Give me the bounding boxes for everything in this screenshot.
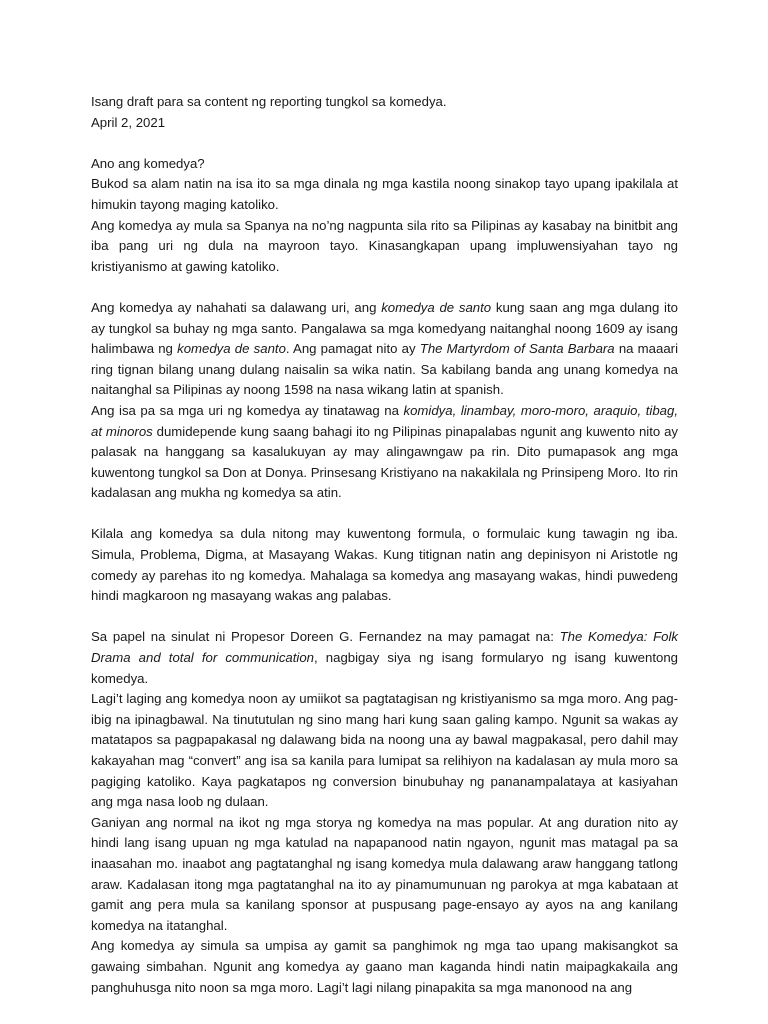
paragraph-gap bbox=[91, 504, 678, 525]
paragraph-gap bbox=[91, 133, 678, 154]
paragraph-gap bbox=[91, 607, 678, 628]
italic-term: komedya de santo bbox=[177, 341, 286, 357]
paragraph-christianity: Lagi’t laging ang komedya noon ay umiikot sa pagtatagisan ng kristiyanismo sa mga moro. Ang pag-ibig na ipinagbawal. Na tinututulan ng sino mang hari kung saan galing kampo. Ngunit sa wakas ay matatapos sa pagpapakasal ng dalawang bida na noong una ay bawal magpakasal, pero dahil may kakayahan mag “convert” ang isa sa kanila para lumipat sa relihiyon na kadalasan ay mula moro sa pagiging katoliko. Kaya pagkatapos ng conversion binubuhay ng pananampalataya at kasiyahan ang mga nasa loob ng dulaan. bbox=[91, 691, 678, 810]
text-run: Sa papel na sinulat ni Propesor Doreen G. Fernandez na may pamagat na: bbox=[91, 629, 560, 645]
section-question: Ano ang komedya? bbox=[91, 155, 205, 171]
text-run: dumidepende kung saang bahagi ito ng Pilipinas pinapalabas ngunit ang kuwento nito ay palasak na hanggang sa kasalukuyan ay may alingawngaw pa rin. Dito pumapasok ang mga kuwentong tungkol sa Don at Donya. Prinsesang Kristiyano na nakakilala ng Prinsipeng Moro. Ito rin kadalasan ang mukha ng komedya sa atin. bbox=[91, 423, 678, 501]
document-page bbox=[91, 92, 678, 998]
text-run: Ang komedya ay nahahati sa dalawang uri, ang bbox=[91, 299, 382, 315]
italic-title: The Komedya: Folk Drama and total for communication bbox=[91, 629, 679, 666]
paragraph-types bbox=[91, 298, 678, 401]
document-date: April 2, 2021 bbox=[91, 114, 166, 130]
italic-title: The Martyrdom of Santa Barbara bbox=[419, 341, 615, 357]
text-run: na maaari ring tignan bilang unang dulang naisalin sa wika natin. Sa kabilang banda ang unang komedya na naitanghal sa Pilipinas ay noong 1598 na nasa wikang latin at spanish. bbox=[91, 341, 678, 398]
text-run: Ang isa pa sa mga uri ng komedya ay tinatawag na bbox=[91, 402, 404, 418]
paragraph-origin: Ang komedya ay mula sa Spanya na no’ng nagpunta sila rito sa Pilipinas ay kasabay na binitbit ang iba pang uri ng dula na mayroon tayo. Kinasangkapan upang impluwensiyahan tayo ng kristiyanismo at gawing katoliko. bbox=[91, 217, 678, 274]
paragraph-duration: Ganiyan ang normal na ikot ng mga storya ng komedya na mas popular. At ang duration nito ay hindi lang isang upuan ng mga katulad na napapanood natin ngayon, ngunit mas matagal pa sa inaasahan mo. inaabot ang pagtatanghal ng isang komedya mula dalawang araw hanggang tatlong araw. Kadalasan itong mga pagtatanghal na ito ay pinamumunuan ng parokya at mga kabataan at gamit ang pera mula sa kanilang sponsor at puspusang page-ensayo ay ayos na ang kanilang komedya na itatanghal. bbox=[91, 814, 678, 933]
italic-term: komidya, linambay, moro-moro, araquio, tibag, at minoros bbox=[91, 402, 678, 439]
paragraph-gap bbox=[91, 277, 678, 298]
text-run: , nagbigay siya ng isang formularyo ng isang kuwentong komedya. bbox=[91, 650, 678, 686]
text-run: . Ang pamagat nito ay bbox=[285, 341, 420, 357]
paragraph-fernandez bbox=[91, 627, 678, 689]
paragraph-formula: Kilala ang komedya sa dula nitong may kuwentong formula, o formulaic kung tawagin ng iba. Simula, Problema, Digma, at Masayang Wakas. Kung titignan natin ang depinisyon ni Aristotle ng comedy ay parehas ito ng komedya. Mahalaga sa komedya ang masayang wakas, hindi puwedeng hindi magkaroon ng masayang wakas ang palabas. bbox=[91, 526, 678, 604]
document-title: Isang draft para sa content ng reporting tungkol sa komedya. bbox=[91, 94, 447, 109]
paragraph-moro-moro bbox=[91, 401, 678, 504]
text-run: kung saan ang mga dulang ito ay tungkol sa buhay ng mga santo. Pangalawa sa mga komedyang naitanghal noong 1609 ay isang halimbawa ng bbox=[91, 299, 678, 357]
italic-term: komedya de santo bbox=[381, 299, 492, 315]
paragraph-purpose: Ang komedya ay simula sa umpisa ay gamit sa panghimok ng mga tao upang makisangkot sa gawaing simbahan. Ngunit ang komedya ay gaano man kaganda hindi natin maipagkakaila ang panghuhusga nito noon sa mga moro. Lagi’t lagi nilang pinapakita sa mga manonood na ang bbox=[91, 938, 678, 995]
paragraph-intro: Bukod sa alam natin na isa ito sa mga dinala ng mga kastila noong sinakop tayo upang ipakilala at himukin tayong maging katoliko. bbox=[91, 176, 678, 212]
